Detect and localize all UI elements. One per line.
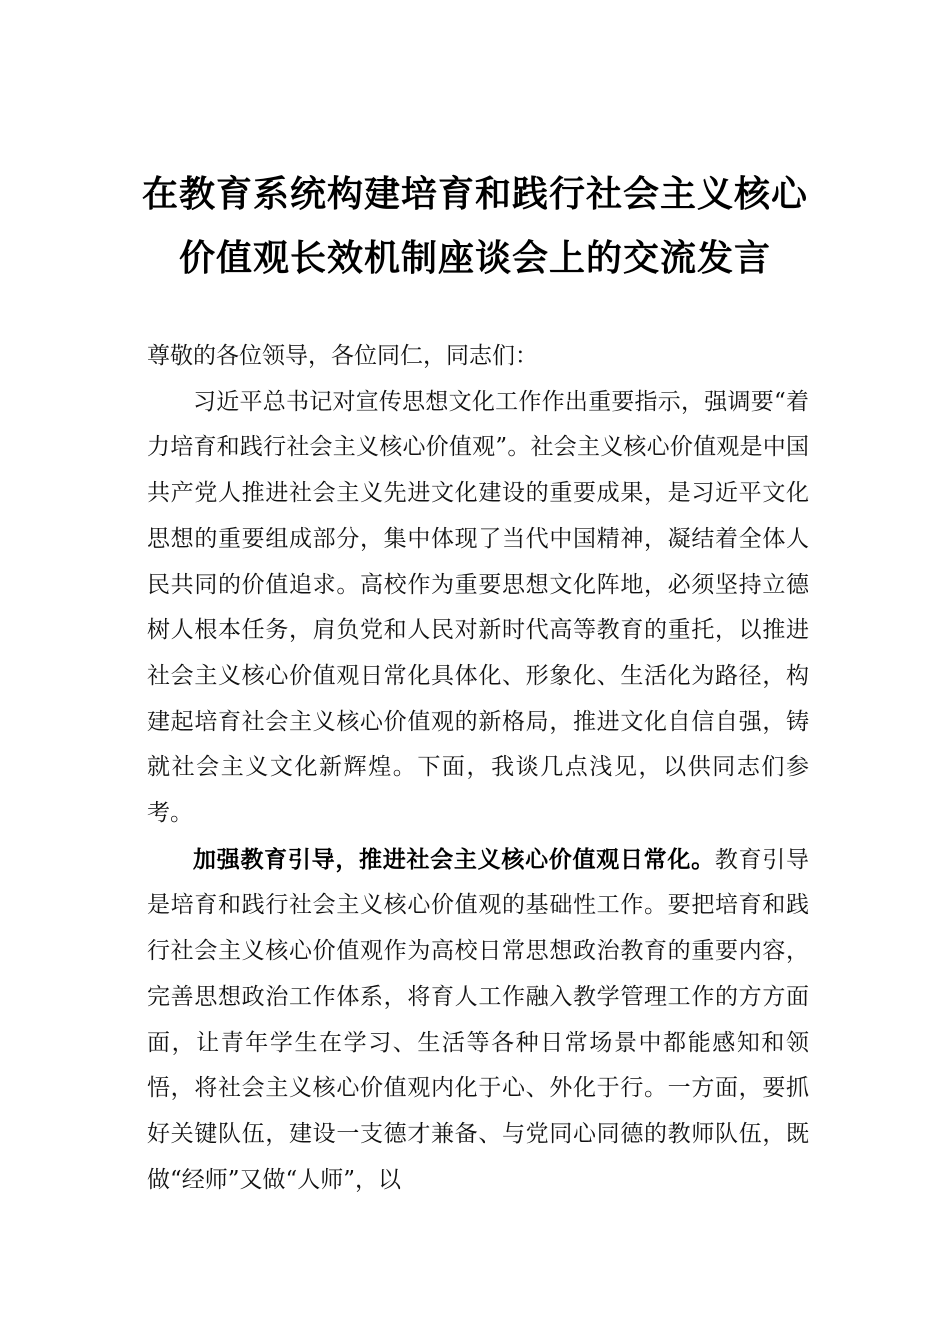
paragraph-intro: 习近平总书记对宣传思想文化工作作出重要指示，强调要“着力培育和践行社会主义核心价值观”。社会主义核心价值观是中国共产党人推进社会主义先进文化建设的重要成果，是习近平文化思想的重要组成部分，集中体现了当代中国精神，凝结着全体人民共同的价值追求。高校作为重要思想文化阵地，必须坚持立德树人根本任务，肩负党和人民对新时代高等教育的重托，以推进社会主义核心价值观日常化具体化、形象化、生活化为路径，构建起培育社会主义核心价值观的新格局，推进文化自信自强，铸就社会主义文化新辉煌。下面，我谈几点浅见，以供同志们参考。 [147, 388, 809, 827]
paragraph-heading: 加强教育引导，推进社会主义核心价值观日常化。 [193, 845, 715, 873]
salutation: 尊敬的各位领导，各位同仁，同志们： [147, 343, 538, 369]
paragraph-text: 教育引导是培育和践行社会主义核心价值观的基础性工作。要把培育和践行社会主义核心价值观作为高校日常思想政治教育的重要内容，完善思想政治工作体系，将育人工作融入教学管理工作的方方面面，让青年学生在学习、生活等各种日常场景中都能感知和领悟，将社会主义核心价值观内化于心、外化于行。一方面，要抓好关键队伍，建设一支德才兼备、与党同心同德的教师队伍，既做“经师”又做“人师”，以 [147, 846, 810, 1193]
paragraph-education-guidance [147, 837, 809, 1204]
document-title-line-1: 在教育系统构建培育和践行社会主义核心 [141, 173, 808, 215]
document-body [147, 334, 809, 1203]
document-title-line-2: 价值观长效机制座谈会上的交流发言 [178, 237, 771, 279]
